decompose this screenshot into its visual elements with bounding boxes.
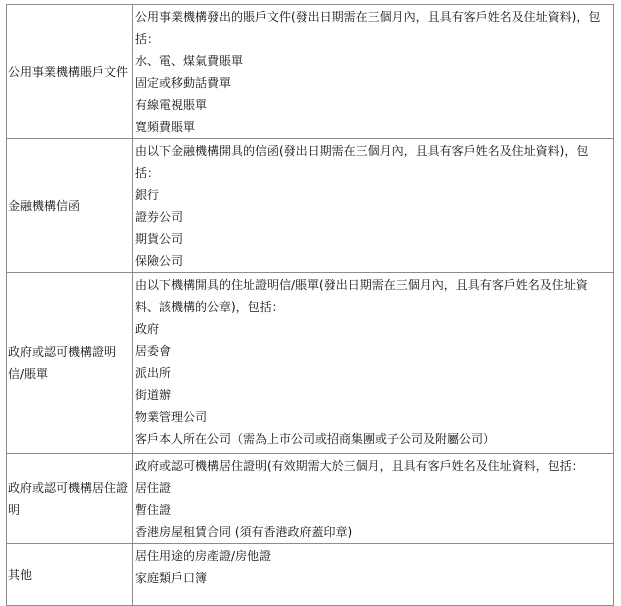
- list-item: 客戶本人所在公司（需為上市公司或招商集團或子公司及附屬公司）: [135, 432, 496, 446]
- list-item: 固定或移動話費單: [135, 76, 232, 90]
- table-row: [7, 5, 614, 139]
- list-item: 寬頻費賬單: [135, 120, 196, 134]
- content-cell: [133, 139, 614, 273]
- list-item: 香港房屋租賃合同 (須有香港政府蓋印章): [135, 525, 353, 539]
- table-row: [7, 139, 614, 273]
- content-cell: [133, 544, 614, 606]
- table-row: [7, 273, 614, 454]
- list-item: 家庭類戶口簿: [135, 571, 208, 585]
- address-proof-table: [6, 4, 614, 606]
- category-cell: 公用事業機構賬戶文件: [7, 5, 133, 139]
- list-item: 水、電、煤氣費賬單: [135, 54, 244, 68]
- table-row: [7, 454, 614, 544]
- list-item: 派出所: [135, 366, 172, 380]
- content-cell: [133, 454, 614, 544]
- list-item: 保險公司: [135, 254, 184, 268]
- list-item: 居委會: [135, 344, 172, 358]
- list-item: 物業管理公司: [135, 410, 208, 424]
- list-item: 居住證: [135, 481, 172, 495]
- row-intro: 由以下金融機構開具的信函(發出日期需在三個月內，且具有客戶姓名及住址資料)，包括：: [135, 144, 589, 180]
- list-item: 證券公司: [135, 210, 184, 224]
- list-item: 銀行: [135, 188, 160, 202]
- list-item: 有線電視賬單: [135, 98, 208, 112]
- row-intro: 公用事業機構發出的賬戶文件(發出日期需在三個月內，且具有客戶姓名及住址資料)，包括：: [135, 10, 601, 46]
- list-item: 居住用途的房產證/房他證: [135, 549, 272, 563]
- list-item: 政府: [135, 322, 160, 336]
- table-row: [7, 544, 614, 606]
- content-cell: [133, 273, 614, 454]
- row-intro: 由以下機構開具的住址證明信/賬單(發出日期需在三個月內，且具有客戶姓名及住址資料、該機構的公章)，包括：: [135, 278, 588, 314]
- list-item: 期貨公司: [135, 232, 184, 246]
- list-item: 街道辦: [135, 388, 172, 402]
- row-intro: 政府或認可機構居住證明(有效期需大於三個月，且具有客戶姓名及住址資料，包括：: [135, 459, 584, 473]
- category-cell: 其他: [7, 544, 133, 606]
- category-cell: 政府或認可機構證明信/賬單: [7, 273, 133, 454]
- content-cell: [133, 5, 614, 139]
- category-cell: 金融機構信函: [7, 139, 133, 273]
- list-item: 暫住證: [135, 503, 172, 517]
- category-cell: 政府或認可機構居住證明: [7, 454, 133, 544]
